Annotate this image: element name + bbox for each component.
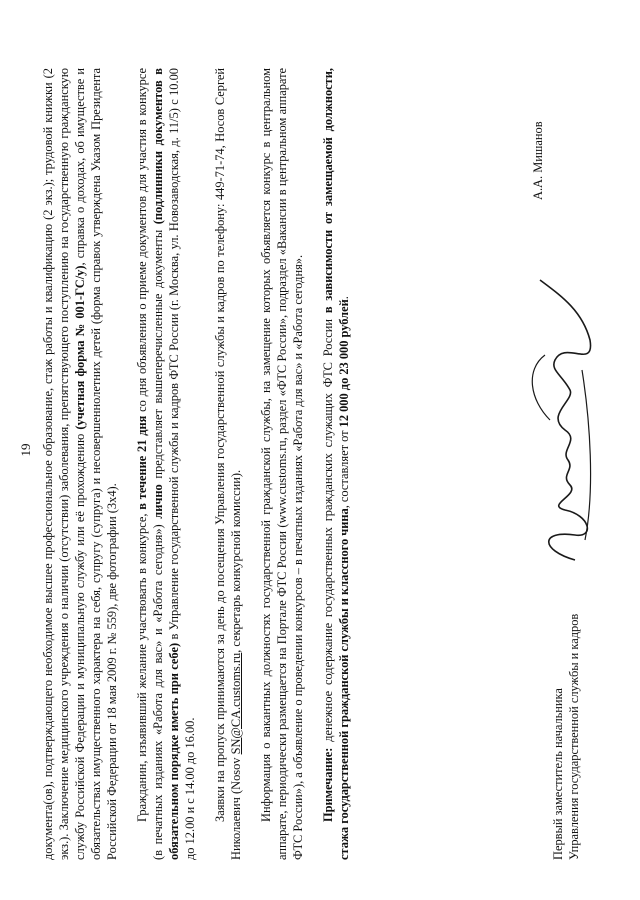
paragraph-required-documents: документа(ов), подтверждающего необходимое высшее профессиональное образование, стаж работы и квалификацию (2 экз.); трудовой книжки (2 экз.). Заключение медицинского учреждения о наличии (отсутствии) заболевания, препятствующего поступлению на государственную гражданскую службу Российской Федерации и муниципальную службу или её прохождению (учетная форма № 001-ГС/у), справка о доходах, об имуществе и обязательствах имущественного характера на себя, супругу (супруга) и несовершеннолетних детей (форма справок утверждена Указом Президента Российской Федерации от 18 мая 2009 г. № 559), две фотографии (3х4).	[41, 67, 119, 860]
handwritten-signature	[520, 270, 610, 570]
paragraph-pass-requests: Заявки на пропуск принимаются за день до посещения Управления государственной службы и кадров по телефону: 449-71-74, Носов Сергей Николаевич (Nosov SN@CA.customs.ru, секретарь конкурсной комиссии).	[213, 68, 243, 860]
signature-block	[520, 60, 610, 860]
document-body	[40, 68, 366, 860]
email-link[interactable]: SN@CA.customs.ru	[229, 652, 243, 755]
paragraph-submission-terms: Гражданин, изъявивший желание участвовать в конкурсе, в течение 21 дня со дня объявления о приеме документов для участия в конкурсе (в печатных изданиях «Работа для вас» и «Работа сегодня») лично представляет вышеперечисленные документы (подлинники документов в обязательном порядке иметь при себе) в Управление государственной службы и кадров ФТС России (г. Москва, ул. Новозаводская, д. 11/5) с 10.00 до 12.00 и с 14.00 до 16.00.	[135, 68, 197, 860]
signatory-name: А.А. Мишанов	[531, 121, 545, 200]
signatory-position: Первый заместитель начальника Управления государственной службы и кадров	[551, 613, 581, 860]
paragraph-vacancy-info: Информация о вакантных должностях государственной гражданской службы, на замещение которых объявляется конкурс в центральном аппарате, периодически размещается на Портале ФТС России (www.customs.ru, раздел «ФТС России», подраздел «Вакансии в центральном аппарате ФТС России»), а объявление о проведении конкурсов – в печатных изданиях «Работа для вас» и «Работа сегодня».	[259, 68, 305, 860]
paragraph-salary-note: Примечание: денежное содержание государственных гражданских служащих ФТС России в зависимости от замещаемой должности, стажа государственной гражданской службы и классного чина, составляет от 12 000 до 23 000 рублей.	[321, 68, 351, 860]
page-number: 19	[18, 443, 33, 457]
